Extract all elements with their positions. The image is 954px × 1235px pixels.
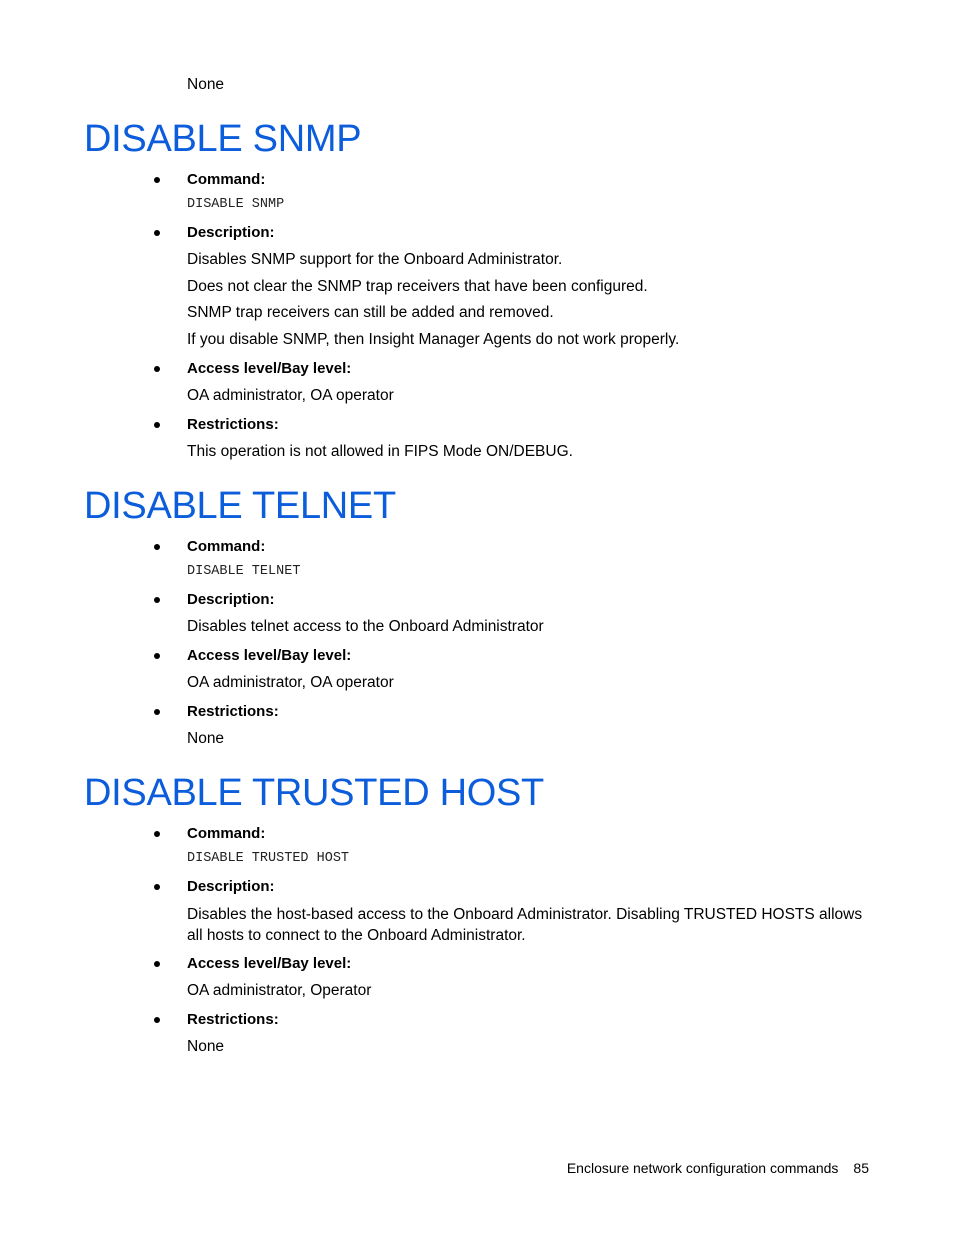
bullet-icon <box>154 1017 160 1023</box>
restrictions-text: None <box>187 730 225 747</box>
access-level-label: Access level/Bay level: <box>187 955 352 972</box>
page-footer <box>567 1159 869 1177</box>
restrictions-label: Restrictions: <box>187 703 279 720</box>
description-label: Description: <box>187 878 275 895</box>
description-text: Disables telnet access to the Onboard Administrator <box>187 618 544 635</box>
description-text: SNMP trap receivers can still be added and removed. <box>187 304 554 321</box>
command-code: DISABLE TELNET <box>187 564 301 579</box>
description-text: If you disable SNMP, then Insight Manager Agents do not work properly. <box>187 331 680 348</box>
bullet-icon <box>154 230 160 236</box>
restrictions-text: None <box>187 1038 225 1055</box>
bullet-icon <box>154 884 160 890</box>
description-label: Description: <box>187 224 275 241</box>
footer-section-title: Enclosure network configuration commands <box>566 1160 839 1176</box>
description-label: Description: <box>187 591 275 608</box>
page-number: 85 <box>853 1160 869 1176</box>
bullet-icon <box>154 366 160 372</box>
bullet-icon <box>154 653 160 659</box>
command-code: DISABLE SNMP <box>187 197 285 212</box>
description-text: Does not clear the SNMP trap receivers that have been configured. <box>187 278 648 295</box>
access-level-label: Access level/Bay level: <box>187 360 352 377</box>
restrictions-text: This operation is not allowed in FIPS Mode ON/DEBUG. <box>187 443 573 460</box>
restrictions-label: Restrictions: <box>187 1011 279 1028</box>
access-level-text: OA administrator, OA operator <box>187 387 394 404</box>
command-label: Command: <box>187 171 266 188</box>
access-level-label: Access level/Bay level: <box>187 647 352 664</box>
description-text: Disables SNMP support for the Onboard Administrator. <box>187 251 563 268</box>
access-level-text: OA administrator, Operator <box>187 982 372 999</box>
command-label: Command: <box>187 825 266 842</box>
bullet-icon <box>154 961 160 967</box>
section-heading-disable-telnet: DISABLE TELNET <box>84 485 396 527</box>
description-text: Disables the host-based access to the Onboard Administrator. Disabling TRUSTED HOSTS allows all hosts to connect to the Onboard Administrator. <box>187 906 863 944</box>
command-code: DISABLE TRUSTED HOST <box>187 851 350 866</box>
section-heading-disable-snmp: DISABLE SNMP <box>84 118 362 160</box>
bullet-icon <box>154 709 160 715</box>
command-label: Command: <box>187 538 266 555</box>
bullet-icon <box>154 831 160 837</box>
bullet-icon <box>154 177 160 183</box>
continuation-text: None <box>187 76 225 93</box>
restrictions-label: Restrictions: <box>187 416 279 433</box>
bullet-icon <box>154 544 160 550</box>
section-heading-disable-trusted-host: DISABLE TRUSTED HOST <box>84 772 544 814</box>
access-level-text: OA administrator, OA operator <box>187 674 394 691</box>
bullet-icon <box>154 422 160 428</box>
bullet-icon <box>154 597 160 603</box>
